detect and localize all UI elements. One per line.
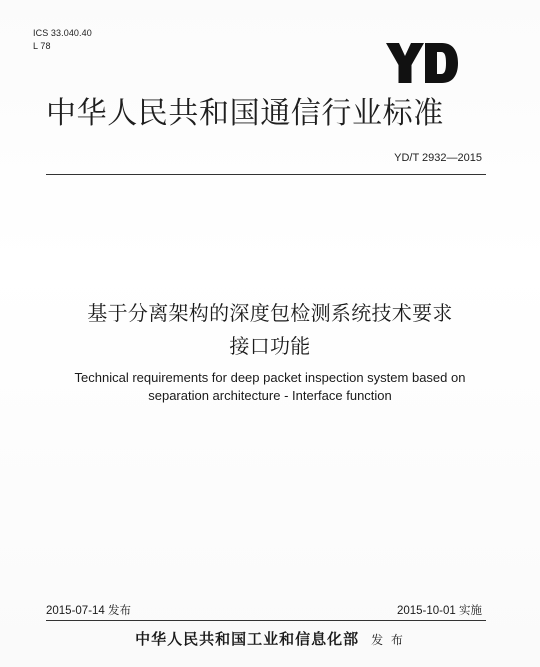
publisher-suffix: 发 布	[371, 633, 405, 647]
standard-category-title: 中华人民共和国通信行业标准	[46, 96, 444, 131]
publisher-name: 中华人民共和国工业和信息化部	[135, 630, 360, 648]
ccs-code: L 78	[33, 41, 51, 51]
publisher	[0, 628, 540, 649]
title-english-line-1: Technical requirements for deep packet inspection system based on	[74, 370, 466, 385]
ics-code: ICS 33.040.40	[33, 28, 92, 38]
yd-logo	[386, 43, 458, 83]
header-divider	[46, 174, 486, 175]
title-english-line-2: separation architecture - Interface function	[148, 388, 392, 403]
footer-divider	[46, 620, 486, 621]
yd-logo-mark	[386, 43, 458, 83]
effective-date: 2015-10-01 实施	[396, 605, 482, 617]
classification-codes	[33, 27, 92, 53]
standard-number: YD/T 2932—2015	[394, 152, 482, 164]
title-chinese-line-1: 基于分离架构的深度包检测系统技术要求	[87, 301, 453, 325]
title-chinese-line-2: 接口功能	[229, 334, 311, 358]
issue-date: 2015-07-14 发布	[46, 605, 132, 617]
